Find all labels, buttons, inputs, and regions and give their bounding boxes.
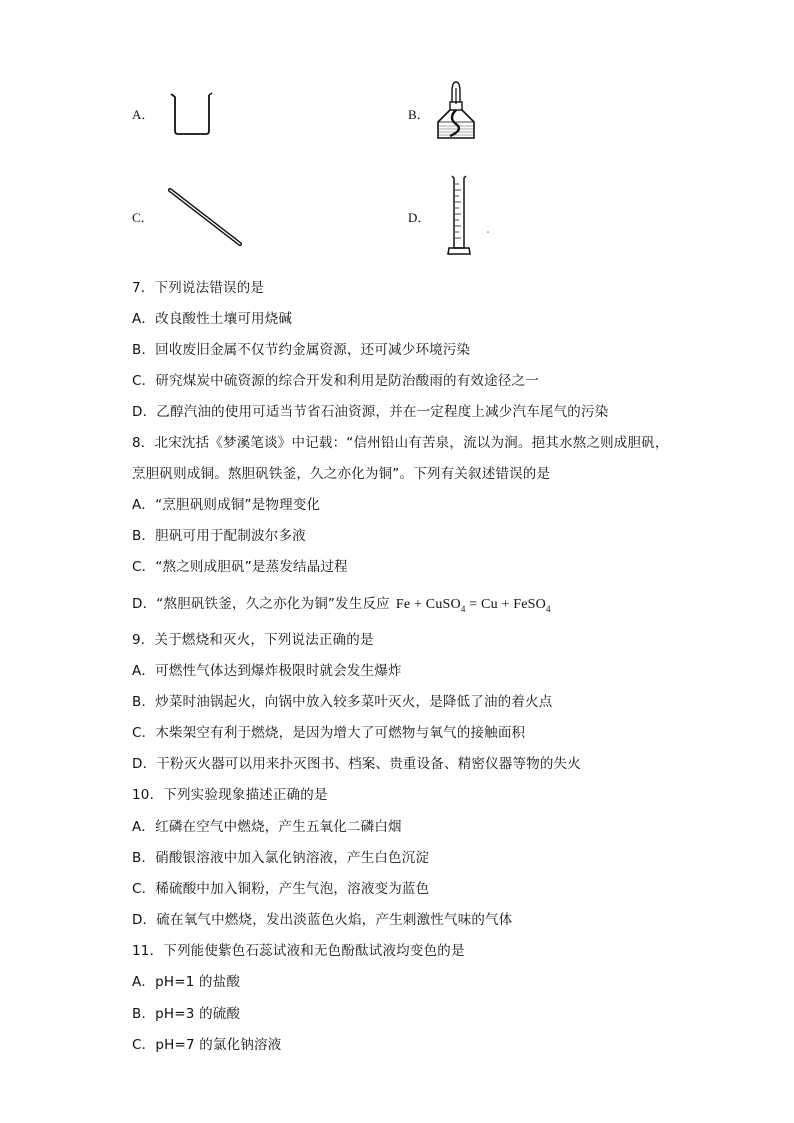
question-8-stem-line1: 8．北宋沈括《梦溪笔谈》中记载：“信州铅山有苦泉，流以为涧。挹其水熬之则成胆矾，: [132, 435, 669, 451]
figure-option-c-label: C．: [132, 210, 154, 225]
equation-left: Fe + CuSO: [395, 597, 461, 612]
question-10-option-b: B．硝酸银溶液中加入氯化钠溶液，产生白色沉淀: [132, 850, 430, 866]
question-9-stem: 9．关于燃烧和灭火，下列说法正确的是: [132, 632, 374, 648]
question-7-option-c: C．研究煤炭中硫资源的综合开发和利用是防治酸雨的有效途径之一: [132, 373, 539, 389]
question-8-option-d-text: D．“熬胆矾铁釜，久之亦化为铜”发生反应: [132, 596, 390, 612]
figure-option-a-label: A．: [132, 107, 155, 122]
question-7-option-b: B．回收废旧金属不仅节约金属资源，还可减少环境污染: [132, 342, 471, 358]
glass-rod-icon: [164, 186, 248, 250]
question-11-stem: 11．下列能使紫色石蕊试液和无色酚酞试液均变色的是: [132, 943, 465, 959]
question-8-option-c: C．“熬之则成胆矾”是蒸发结晶过程: [132, 559, 348, 575]
equation-subscript-1: 4: [460, 603, 466, 614]
beaker-icon: [168, 90, 216, 136]
reaction-equation: [396, 597, 551, 612]
equation-right: = Cu + FeSO: [465, 597, 546, 612]
question-8-stem-line2: 烹胆矾则成铜。熬胆矾铁釜，久之亦化为铜”。下列有关叙述错误的是: [132, 466, 551, 482]
question-7-option-a: A．改良酸性土壤可用烧碱: [132, 311, 293, 327]
question-10-option-d: D．硫在氧气中燃烧，发出淡蓝色火焰，产生刺激性气味的气体: [132, 912, 513, 928]
alcohol-lamp-icon: [432, 78, 480, 142]
question-9-option-d: D．干粉灭火器可以用来扑灭图书、档案、贵重设备、精密仪器等物的失火: [132, 756, 581, 772]
question-9-option-b: B．炒菜时油锅起火，向锅中放入较多菜叶灭火，是降低了油的着火点: [132, 694, 553, 710]
question-8-option-b: B．胆矾可用于配制波尔多液: [132, 528, 306, 544]
figure-option-d-label: D．: [408, 210, 431, 225]
question-10-option-a: A．红磷在空气中燃烧，产生五氧化二磷白烟: [132, 819, 402, 835]
question-11-option-b: B．pH=3 的硫酸: [132, 1006, 241, 1022]
question-9-option-c: C．木柴架空有利于燃烧，是因为增大了可燃物与氧气的接触面积: [132, 725, 526, 741]
question-7-option-d: D．乙醇汽油的使用可适当节省石油资源，并在一定程度上减少汽车尾气的污染: [132, 404, 609, 420]
question-8-option-d: [132, 592, 551, 614]
question-11-option-c: C．pH=7 的氯化钠溶液: [132, 1037, 282, 1053]
question-10-stem: 10．下列实验现象描述正确的是: [132, 787, 328, 803]
question-10-option-c: C．稀硫酸中加入铜粉，产生气泡，溶液变为蓝色: [132, 881, 430, 897]
graduated-cylinder-icon: [444, 172, 494, 258]
equation-subscript-2: 4: [545, 603, 551, 614]
question-8-option-a: A．“烹胆矾则成铜”是物理变化: [132, 497, 321, 513]
figure-option-b-label: B．: [408, 107, 430, 122]
question-7-stem: 7．下列说法错误的是: [132, 280, 265, 296]
question-11-option-a: A．pH=1 的盐酸: [132, 974, 241, 990]
question-9-option-a: A．可燃性气体达到爆炸极限时就会发生爆炸: [132, 663, 402, 679]
